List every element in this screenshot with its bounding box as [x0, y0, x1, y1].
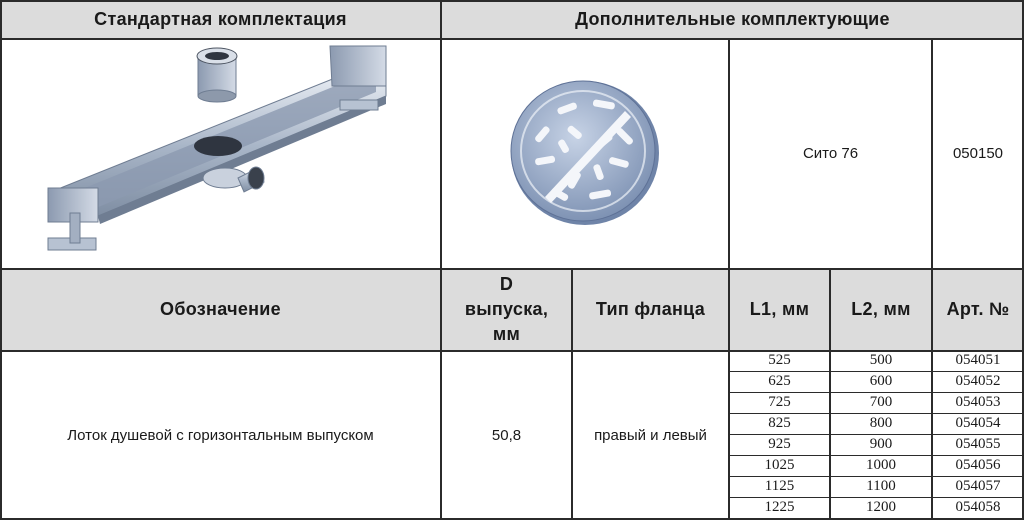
table-row-l1: 625: [768, 373, 791, 389]
accessory-article: 050150: [952, 144, 1004, 162]
table-row-article: 054051: [955, 352, 1001, 368]
grid-line: [0, 350, 1024, 352]
table-row-l2: 500: [869, 352, 893, 368]
table-row-article: 054055: [955, 436, 1001, 452]
accessory-article-cell: [932, 38, 1024, 268]
table-row-l1: 725: [768, 394, 791, 410]
grid-line: [729, 371, 1024, 372]
grid-line: [729, 455, 1024, 456]
grid-line: [0, 268, 1024, 270]
grid-line: [0, 0, 2, 520]
flange-type-value: правый и левый: [594, 426, 707, 444]
shower-drain-channel-icon: [0, 38, 441, 268]
table-row-l1: 1125: [764, 478, 795, 494]
grid-line: [729, 476, 1024, 477]
table-row-article: 054056: [955, 457, 1001, 473]
table-row-article: 054054: [955, 415, 1001, 431]
accessory-name: Сито 76: [802, 144, 859, 162]
table-row-article: 054057: [955, 478, 1001, 494]
grid-line: [728, 38, 730, 520]
table-row-l1: 825: [768, 415, 791, 431]
designation-cell: [0, 350, 441, 520]
grid-line: [0, 38, 1024, 40]
grid-line: [440, 0, 442, 520]
outlet-diameter-header-line1: D: [499, 273, 514, 294]
grid-line: [729, 413, 1024, 414]
table-row-l2: 1100: [866, 478, 896, 494]
outlet-diameter-header-line3: мм: [492, 323, 521, 344]
accessory-name-cell: [729, 38, 932, 268]
standard-kit-title: Стандартная комплектация: [94, 8, 347, 29]
table-row-article: 054053: [955, 394, 1001, 410]
outlet-diameter-header-line2: выпуска,: [464, 298, 549, 319]
flange-type-header-label: Тип фланца: [595, 298, 706, 319]
table-row-article: 054058: [955, 499, 1001, 515]
table-row-l1: 1025: [764, 457, 795, 473]
flange-type-header: [572, 268, 729, 350]
outlet-diameter-cell: [441, 350, 572, 520]
grid-line: [931, 38, 933, 520]
l2-header-label: L2, мм: [851, 298, 911, 319]
grid-line: [0, 0, 1024, 2]
designation-value: Лоток душевой с горизонтальным выпуском: [67, 426, 374, 444]
flange-type-cell: [572, 350, 729, 520]
additional-parts-title: Дополнительные комплектующие: [575, 8, 890, 29]
designation-header-label: Обозначение: [160, 298, 281, 319]
table-row-l2: 900: [869, 436, 893, 452]
table-row-l2: 1000: [866, 457, 896, 473]
l1-header: [729, 268, 830, 350]
table-row-l1: 525: [768, 352, 791, 368]
outlet-diameter-value: 50,8: [491, 426, 522, 444]
table-row-l1: 925: [768, 436, 791, 452]
standard-kit-image: [0, 38, 441, 268]
table-row-l1: 1225: [764, 499, 795, 515]
grid-line: [571, 268, 573, 520]
l1-header-label: L1, мм: [749, 298, 810, 319]
outlet-diameter-header: [441, 268, 572, 350]
additional-parts-header: [441, 0, 1024, 38]
table-row-article: 054052: [955, 373, 1001, 389]
article-header: [932, 268, 1024, 350]
article-header-label: Арт. №: [946, 298, 1010, 319]
table-row-l2: 1200: [866, 499, 896, 515]
grid-line: [729, 497, 1024, 498]
round-strainer-icon: [505, 73, 665, 233]
accessory-image: [441, 38, 729, 268]
standard-kit-header: [0, 0, 441, 38]
grid-line: [829, 268, 831, 520]
grid-line: [729, 434, 1024, 435]
table-row-l2: 700: [869, 394, 893, 410]
table-row-l2: 800: [869, 415, 893, 431]
grid-line: [729, 392, 1024, 393]
designation-header: [0, 268, 441, 350]
l2-header: [830, 268, 932, 350]
table-row-l2: 600: [869, 373, 893, 389]
